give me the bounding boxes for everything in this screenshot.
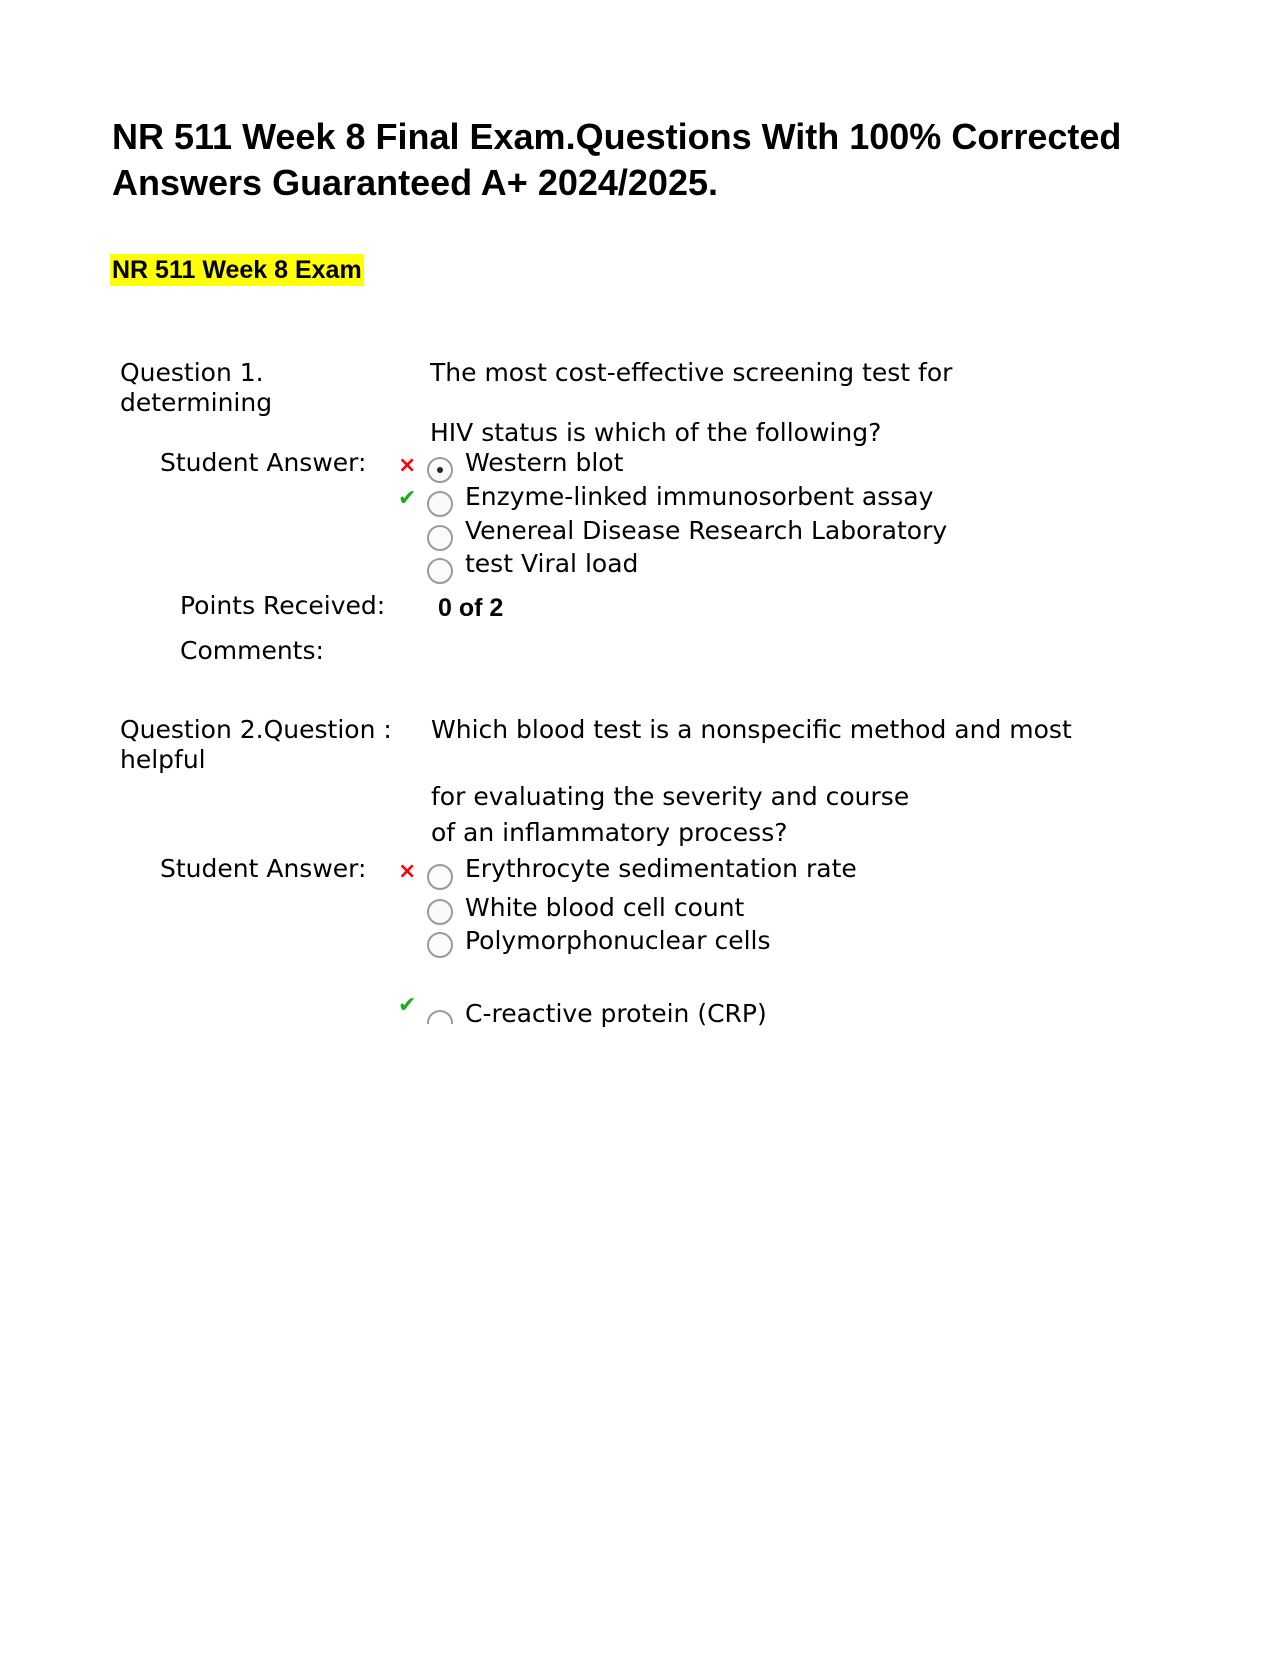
question-1-label-continued: determining [120, 388, 273, 417]
incorrect-mark-icon: × [398, 859, 417, 884]
document-title: NR 511 Week 8 Final Exam.Questions With 100% Corrected Answers Guaranteed A+ 2024/2025. [112, 116, 1122, 203]
question-2-text: Which blood test is a nonspecific method and most [431, 715, 1072, 744]
answer-option-text: Enzyme-linked immunosorbent assay [465, 482, 934, 511]
answer-radio-pmn[interactable] [427, 932, 453, 958]
correct-check-icon: ✔ [398, 486, 417, 511]
incorrect-mark-icon: × [398, 453, 417, 478]
comments-label: Comments: [180, 636, 324, 665]
question-1-text: The most cost-effective screening test for [430, 358, 953, 387]
student-answer-label: Student Answer: [160, 854, 367, 883]
answer-option-text: test Viral load [465, 549, 639, 578]
answer-radio-vdrl[interactable] [427, 525, 453, 551]
answer-option-text: C-reactive protein (CRP) [465, 999, 767, 1028]
question-2-text-continued: for evaluating the severity and course [431, 782, 910, 811]
question-2-label-continued: helpful [120, 745, 206, 774]
question-2-text-continued: of an inflammatory process? [431, 818, 788, 847]
answer-radio-viral-load[interactable] [427, 558, 453, 584]
points-received-value: 0 of 2 [438, 594, 504, 622]
answer-radio-crp[interactable] [427, 1010, 453, 1024]
question-2-label: Question 2.Question : [120, 715, 392, 744]
question-1-text-continued: HIV status is which of the following? [430, 418, 882, 447]
answer-option-text: White blood cell count [465, 893, 745, 922]
document-subtitle: NR 511 Week 8 Exam [112, 256, 362, 284]
answer-option-text: Erythrocyte sedimentation rate [465, 854, 857, 883]
answer-radio-elisa[interactable] [427, 491, 453, 517]
answer-radio-wbc[interactable] [427, 899, 453, 925]
question-1-label: Question 1. [120, 358, 264, 387]
answer-radio-esr[interactable] [427, 864, 453, 890]
answer-option-text: Venereal Disease Research Laboratory [465, 516, 948, 545]
student-answer-label: Student Answer: [160, 448, 367, 477]
answer-radio-western-blot[interactable] [427, 457, 453, 483]
correct-check-icon: ✔ [398, 993, 417, 1018]
points-received-label: Points Received: [180, 591, 386, 620]
answer-option-text: Western blot [465, 448, 624, 477]
answer-option-text: Polymorphonuclear cells [465, 926, 771, 955]
